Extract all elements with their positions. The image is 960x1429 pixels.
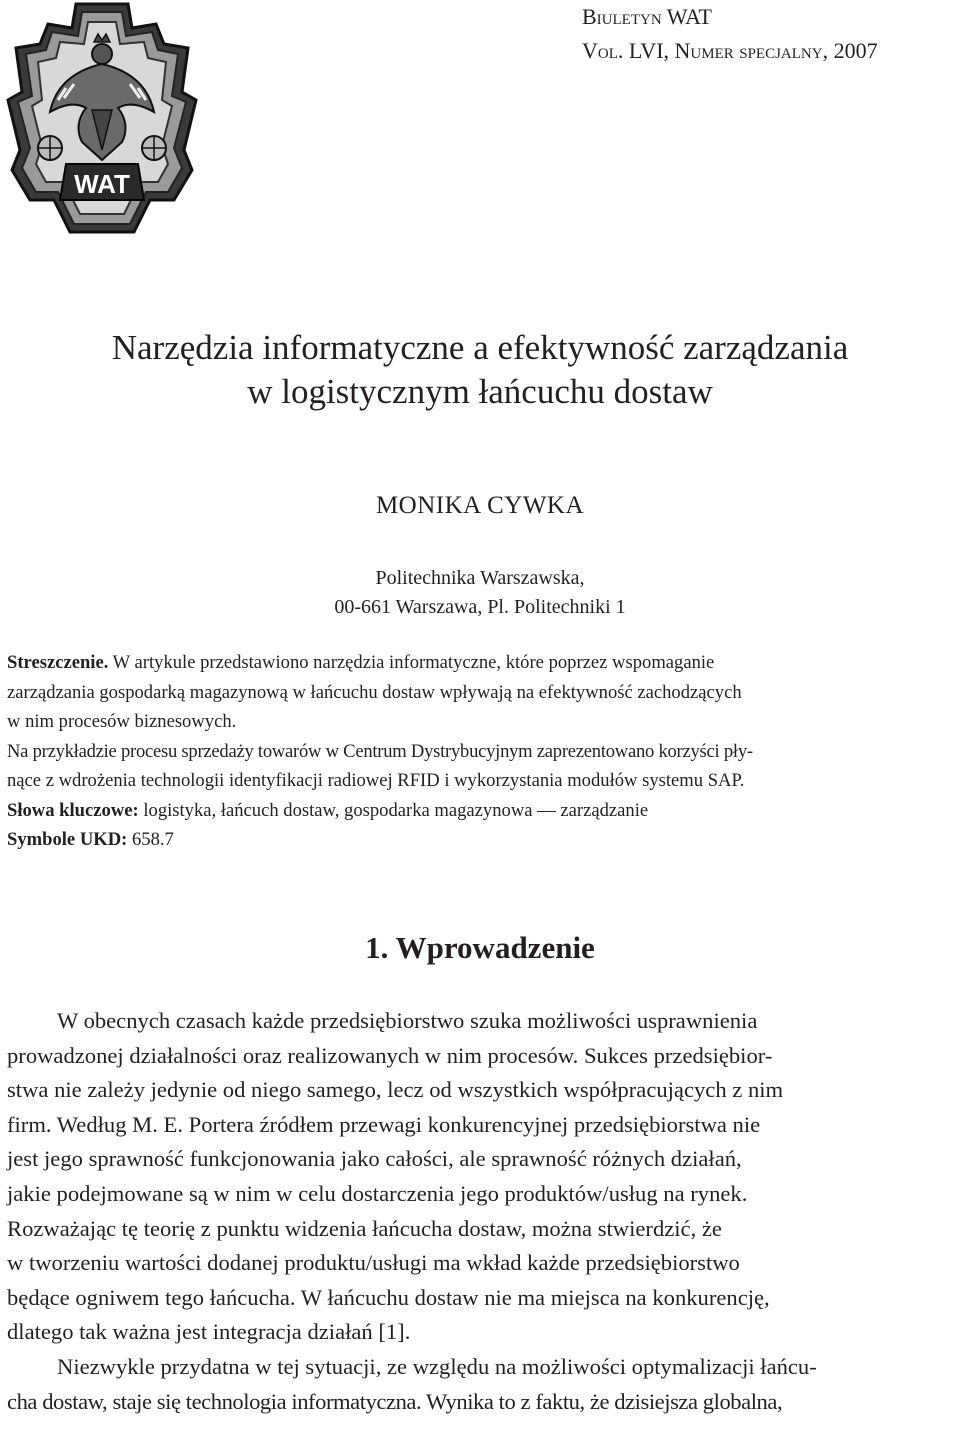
body-line: stwa nie zależy jedynie od niego samego, lecz od wszystkich współpracujących z nim bbox=[7, 1077, 784, 1103]
section-heading: 1. Wprowadzenie bbox=[365, 930, 595, 965]
abstract-line: nące z wdrożenia technologii identyfikacji radiowej RFID i wykorzystania modułów systemu SAP. bbox=[7, 770, 745, 791]
body-line: cha dostaw, staje się technologia informatyczna. Wynika to z faktu, że dzisiejsza globalna, bbox=[7, 1388, 783, 1414]
logo-text: WAT bbox=[74, 169, 130, 199]
body-line: prowadzonej działalności oraz realizowanych w nim procesów. Sukces przedsiębior- bbox=[7, 1042, 773, 1068]
body-line: jest jego sprawność funkcjonowania jako całości, ale sprawność różnych działań, bbox=[7, 1146, 742, 1172]
paper-title bbox=[0, 326, 960, 414]
abstract-line: Streszczenie. W artykule przedstawiono narzędzia informatyczne, które poprzez wspomaganie bbox=[7, 652, 715, 673]
abstract-label: Streszczenie. bbox=[7, 652, 109, 673]
body-line: Niezwykle przydatna w tej sytuacji, ze względu na możliwości optymalizacji łańcu- bbox=[57, 1353, 817, 1379]
paper-title-line-2: w logistycznym łańcuchu dostaw bbox=[247, 372, 713, 411]
body-line: dlatego tak ważna jest integracja działań [1]. bbox=[7, 1319, 411, 1345]
section-body bbox=[7, 1004, 955, 1419]
author-name: MONIKA CYWKA bbox=[375, 492, 585, 519]
ukd-symbols: Symbole UKD: 658.7 bbox=[7, 829, 174, 850]
body-line: będące ogniwem tego łańcucha. W łańcuchu dostaw nie ma miejsca na konkurencję, bbox=[7, 1284, 770, 1310]
abstract-line: zarządzania gospodarką magazynową w łańcuchu dostaw wpływają na efektywność zachodzących bbox=[7, 681, 742, 703]
abstract-line: Na przykładzie procesu sprzedaży towarów w Centrum Dystrybucyjnym zaprezentowano korzyści pły- bbox=[7, 740, 753, 762]
body-line: firm. Według M. E. Portera źródłem przewagi konkurencyjnej przedsiębiorstwa nie bbox=[7, 1111, 761, 1137]
journal-volume: Vol. LVI, Numer specjalny, 2007 bbox=[582, 38, 878, 63]
body-line: Rozważając tę teorię z punktu widzenia łańcucha dostaw, można stwierdzić, że bbox=[7, 1215, 722, 1241]
paper-title-line-1: Narzędzia informatyczne a efektywność zarządzania bbox=[111, 328, 849, 367]
journal-header bbox=[582, 0, 952, 68]
body-line: W obecnych czasach każde przedsiębiorstwo szuka możliwości usprawnienia bbox=[57, 1008, 758, 1033]
ukd-label: Symbole UKD: bbox=[7, 829, 128, 850]
affiliation-line-1: Politechnika Warszawska, bbox=[375, 567, 585, 589]
wat-emblem-logo bbox=[6, 0, 198, 236]
abstract bbox=[7, 648, 955, 855]
keywords-label: Słowa kluczowe: bbox=[7, 799, 139, 821]
author-affiliation bbox=[0, 564, 960, 622]
journal-name: Biuletyn WAT bbox=[582, 4, 712, 29]
affiliation-line-2: 00-661 Warszawa, Pl. Politechniki 1 bbox=[334, 596, 626, 618]
body-line: jakie podejmowane są w nim w celu dostarczenia jego produktów/usług na rynek. bbox=[7, 1180, 748, 1206]
abstract-line: w nim procesów biznesowych. bbox=[7, 711, 237, 732]
body-line: w tworzeniu wartości dodanej produktu/usługi ma wkład każde przedsiębiorstwo bbox=[7, 1250, 740, 1276]
keywords: Słowa kluczowe: logistyka, łańcuch dostaw, gospodarka magazynowa — zarządzanie bbox=[7, 799, 649, 821]
